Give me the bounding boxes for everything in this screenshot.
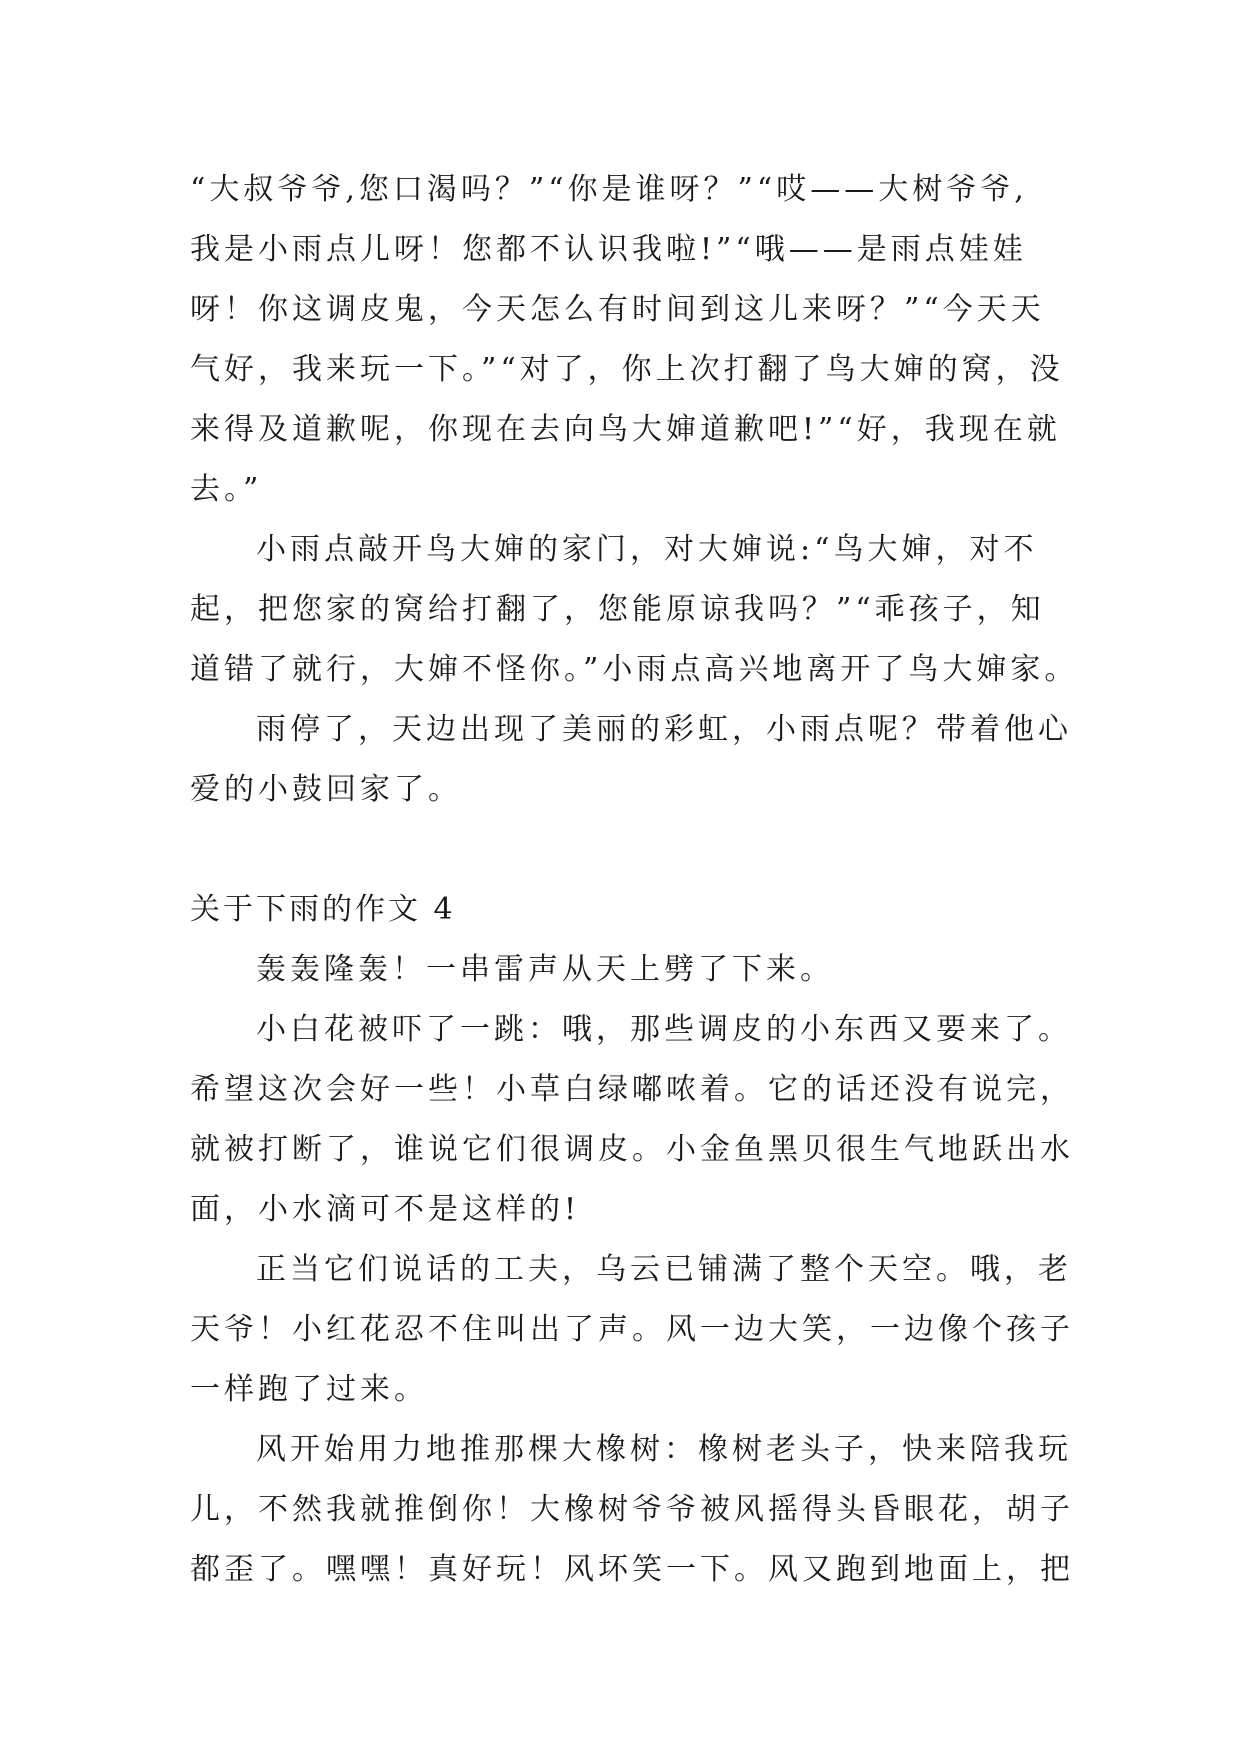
text-line: 雨停了，天边出现了美丽的彩虹，小雨点呢？带着他心 [256, 712, 1072, 747]
paragraph [190, 940, 1080, 1000]
text-line: 去。” [190, 472, 263, 507]
text-line: 轰轰隆轰！一串雷声从天上劈了下来。 [256, 952, 834, 987]
section-2 [190, 880, 1080, 1600]
paragraph [190, 1420, 1080, 1600]
text-line: 风开始用力地推那棵大橡树：橡树老头子，快来陪我玩 [256, 1432, 1072, 1467]
paragraph [190, 160, 1080, 520]
text-line: 道错了就行，大婶不怪你。”小雨点高兴地离开了鸟大婶家。 [190, 652, 1079, 687]
text-line: 儿，不然我就推倒你！大橡树爷爷被风摇得头昏眼花，胡子 [190, 1492, 1074, 1527]
text-line: 来得及道歉呢，你现在去向鸟大婶道歉吧!”“好，我现在就 [190, 412, 1061, 447]
document-page [190, 160, 1080, 1600]
paragraph [190, 1000, 1080, 1240]
section-spacer [190, 820, 1080, 880]
text-line: 正当它们说话的工夫，乌云已铺满了整个天空。哦，老 [256, 1252, 1072, 1287]
text-line: 小白花被吓了一跳：哦，那些调皮的小东西又要来了。 [256, 1012, 1072, 1047]
text-line: 我是小雨点儿呀！您都不认识我啦!”“哦——是雨点娃娃 [190, 232, 1027, 267]
text-line: 小雨点敲开鸟大婶的家门，对大婶说:“鸟大婶，对不 [256, 532, 1038, 567]
text-line: 天爷！小红花忍不住叫出了声。风一边大笑，一边像个孩子 [190, 1312, 1074, 1347]
text-line: 一样跑了过来。 [190, 1372, 428, 1407]
section-heading: 关于下雨的作文 4 [190, 892, 456, 927]
text-line: 希望这次会好一些！小草白绿嘟哝着。它的话还没有说完， [190, 1072, 1074, 1107]
text-line: 起，把您家的窝给打翻了，您能原谅我吗？”“乖孩子，知 [190, 592, 1045, 627]
text-line: 气好，我来玩一下。”“对了，你上次打翻了鸟大婶的窝，没 [190, 352, 1064, 387]
section-1 [190, 160, 1080, 820]
text-line: 都歪了。嘿嘿！真好玩！风坏笑一下。风又跑到地面上，把 [190, 1552, 1074, 1587]
paragraph [190, 1240, 1080, 1420]
paragraph [190, 700, 1080, 820]
text-line: 面，小水滴可不是这样的! [190, 1192, 581, 1227]
paragraph [190, 520, 1080, 700]
text-line: 就被打断了，谁说它们很调皮。小金鱼黑贝很生气地跃出水 [190, 1132, 1074, 1167]
text-line: 爱的小鼓回家了。 [190, 772, 462, 807]
text-line: 呀！你这调皮鬼，今天怎么有时间到这儿来呀？”“今天天 [190, 292, 1045, 327]
text-line: “大叔爷爷,您口渴吗？”“你是谁呀？”“哎——大树爷爷, [190, 172, 1028, 207]
